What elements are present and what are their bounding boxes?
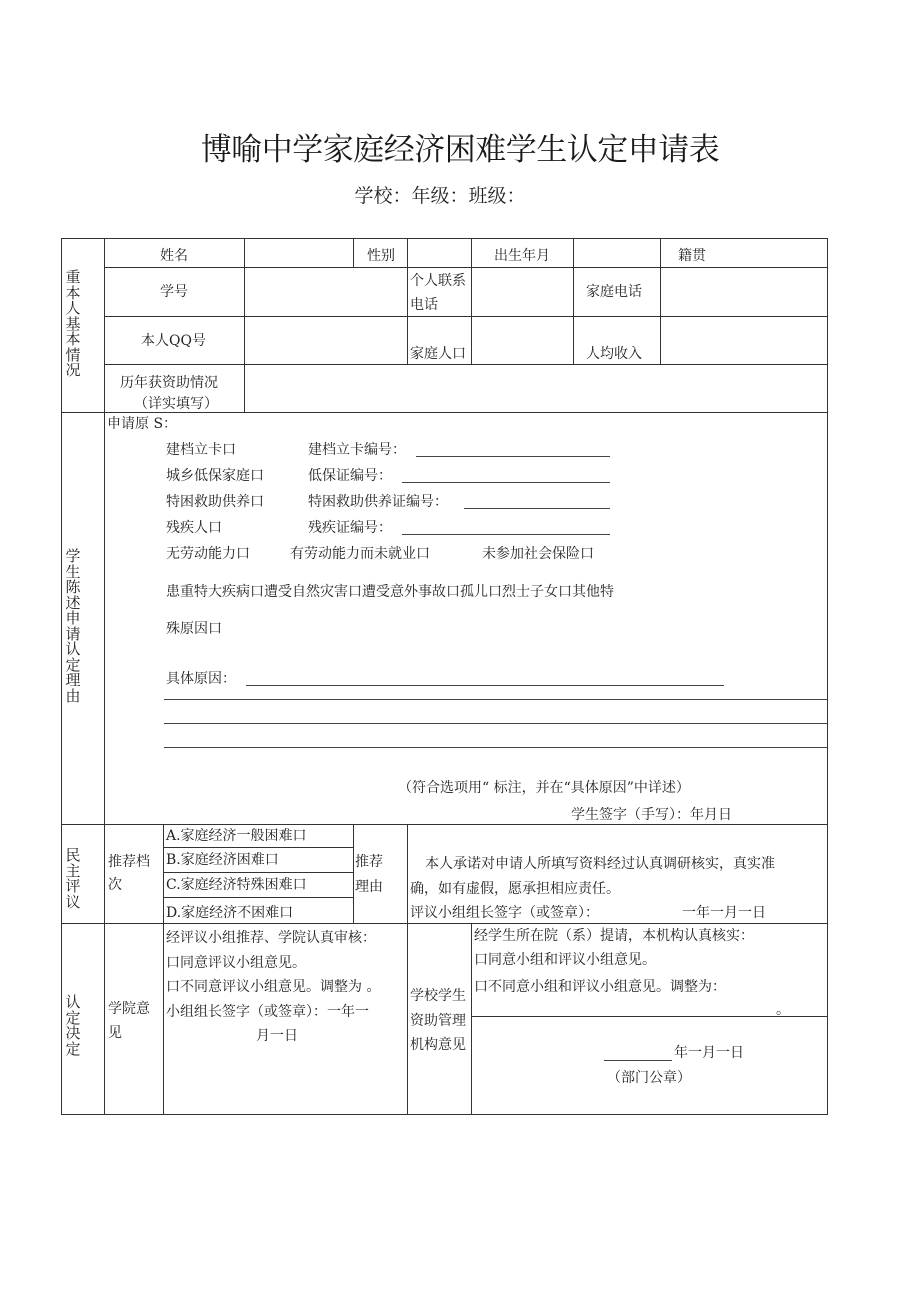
detail-field-line[interactable] <box>164 723 828 724</box>
table-border-right <box>827 238 828 1115</box>
office-opinion-label: 资助管理 <box>410 1013 466 1029</box>
option-line-special[interactable]: 殊原因口 <box>166 621 222 637</box>
leader-signature-label: 评议小组组长签字（或签章）： <box>410 905 599 921</box>
origin-label: 籍贯 <box>678 248 706 264</box>
office-seal: （部门公章） <box>607 1070 691 1086</box>
column-divider <box>471 238 472 365</box>
recommend-reason-label: 推荐 <box>355 854 383 870</box>
archive-number-label: 建档立卡编号： <box>308 442 406 458</box>
reason-intro: 申请原 S： <box>107 416 178 432</box>
option-unemployed[interactable]: 有劳动能力而未就业口 <box>290 546 430 562</box>
recommend-reason-label: 理由 <box>355 879 383 895</box>
section-label-decision: 认定决定 <box>65 993 81 1058</box>
row-divider <box>104 316 828 317</box>
student-signature: 学生签字（手写）：年月日 <box>571 807 732 823</box>
page-subtitle: 学校：年级：班级： <box>354 185 526 207</box>
office-text: 经学生所在院（系）提请，本机构认真核实： <box>474 928 754 944</box>
option-archive[interactable]: 建档立卡口 <box>166 442 236 458</box>
office-period: 。 <box>776 1002 790 1018</box>
office-date: 年一月一日 <box>674 1045 744 1061</box>
section-divider <box>61 824 828 825</box>
support-number-field[interactable] <box>464 508 610 509</box>
option-disabled[interactable]: 残疾人口 <box>166 520 222 536</box>
detail-field[interactable] <box>246 685 724 686</box>
low-income-number-field[interactable] <box>402 482 610 483</box>
grade-option-d[interactable]: D.家庭经济不困难口 <box>166 905 294 921</box>
office-opinion-label: 学校学生 <box>410 988 466 1004</box>
college-disagree-option[interactable]: 口不同意评议小组意见。调整为 。 <box>166 979 381 995</box>
college-text: 经评议小组推荐、学院认真审核： <box>166 930 376 946</box>
income-label: 人均收入 <box>586 346 642 362</box>
option-low-income[interactable]: 城乡低保家庭口 <box>166 468 264 484</box>
office-disagree-option[interactable]: 口不同意小组和评议小组意见。调整为： <box>474 979 726 995</box>
disabled-number-label: 残疾证编号： <box>308 520 392 536</box>
promise-text: 确，如有虚假，愿承担相应责任。 <box>410 881 620 897</box>
column-divider <box>353 824 354 924</box>
section-divider <box>61 923 828 924</box>
section-label-review: 民主评议 <box>65 846 81 911</box>
option-line-illness[interactable]: 患重特大疾病口遭受自然灾害口遭受意外事故口孤儿口烈士子女口其他特 <box>166 584 614 600</box>
promise-text: 本人承诺对申请人所填写资料经过认真调研核实，真实准 <box>425 856 775 872</box>
office-opinion-label: 机构意见 <box>410 1037 466 1053</box>
grade-label: 次 <box>108 877 122 893</box>
disabled-number-field[interactable] <box>402 534 610 535</box>
option-special-support[interactable]: 特困救助供养口 <box>166 494 264 510</box>
college-agree-option[interactable]: 口同意评议小组意见。 <box>166 955 306 971</box>
college-opinion-label: 见 <box>108 1025 122 1041</box>
row-divider <box>471 1016 828 1017</box>
review-date: 一年一月一日 <box>682 905 766 921</box>
college-opinion-label: 学院意 <box>108 1001 150 1017</box>
detail-label: 具体原因： <box>166 671 236 687</box>
column-divider <box>104 238 105 1115</box>
grade-option-c[interactable]: C.家庭经济特殊困难口 <box>166 877 307 893</box>
option-no-labor[interactable]: 无劳动能力口 <box>166 546 250 562</box>
college-date: 月一日 <box>256 1028 298 1044</box>
low-income-number-label: 低保证编号： <box>308 468 392 484</box>
row-divider <box>104 364 828 365</box>
detail-field-line[interactable] <box>164 747 828 748</box>
aid-history-note: （详实填写） <box>134 396 218 412</box>
column-divider <box>244 238 245 413</box>
phone-label: 个人联系 <box>410 273 466 289</box>
option-no-insurance[interactable]: 未参加社会保险口 <box>482 546 594 562</box>
table-border-top <box>61 238 828 239</box>
column-divider <box>353 238 354 268</box>
table-border-bottom <box>61 1114 828 1115</box>
row-divider <box>163 847 353 848</box>
family-size-label: 家庭人口 <box>410 346 466 362</box>
student-id-label: 学号 <box>160 284 188 300</box>
column-divider <box>573 238 574 365</box>
birth-label: 出生年月 <box>494 248 550 264</box>
home-phone-label: 家庭电话 <box>586 284 642 300</box>
office-agree-option[interactable]: 口同意小组和评议小组意见。 <box>474 952 656 968</box>
college-signature: 小组组长签字（或签章）：一年一 <box>166 1004 369 1020</box>
grade-option-b[interactable]: B.家庭经济困难口 <box>166 852 279 868</box>
page-title: 博喻中学家庭经济困难学生认定申请表 <box>200 132 720 168</box>
column-divider <box>660 238 661 365</box>
aid-history-label: 历年获资助情况 <box>120 375 218 391</box>
qq-label: 本人QQ号 <box>141 333 206 349</box>
column-divider <box>471 923 472 1115</box>
row-divider <box>163 872 353 873</box>
name-label: 姓名 <box>160 248 188 264</box>
column-divider <box>407 824 408 1115</box>
detail-field-line[interactable] <box>164 699 828 700</box>
column-divider <box>163 824 164 1115</box>
section-label-basic: 重本人基本情况 <box>65 268 81 379</box>
archive-number-field[interactable] <box>416 456 610 457</box>
table-border-left <box>61 238 62 1115</box>
phone-label: 电话 <box>410 297 438 313</box>
row-divider <box>163 897 353 898</box>
office-date-field[interactable] <box>604 1060 672 1061</box>
gender-label: 性别 <box>367 248 395 264</box>
row-divider <box>104 267 828 268</box>
marking-note: （符合选项用“ 标注，并在“具体原因”中详述） <box>398 780 690 796</box>
grade-label: 推荐档 <box>108 854 150 870</box>
support-number-label: 特困救助供养证编号： <box>308 494 448 510</box>
column-divider <box>407 238 408 365</box>
grade-option-a[interactable]: A.家庭经济一般困难口 <box>166 828 307 844</box>
section-label-reason: 学生陈述申请认定理由 <box>65 547 81 705</box>
